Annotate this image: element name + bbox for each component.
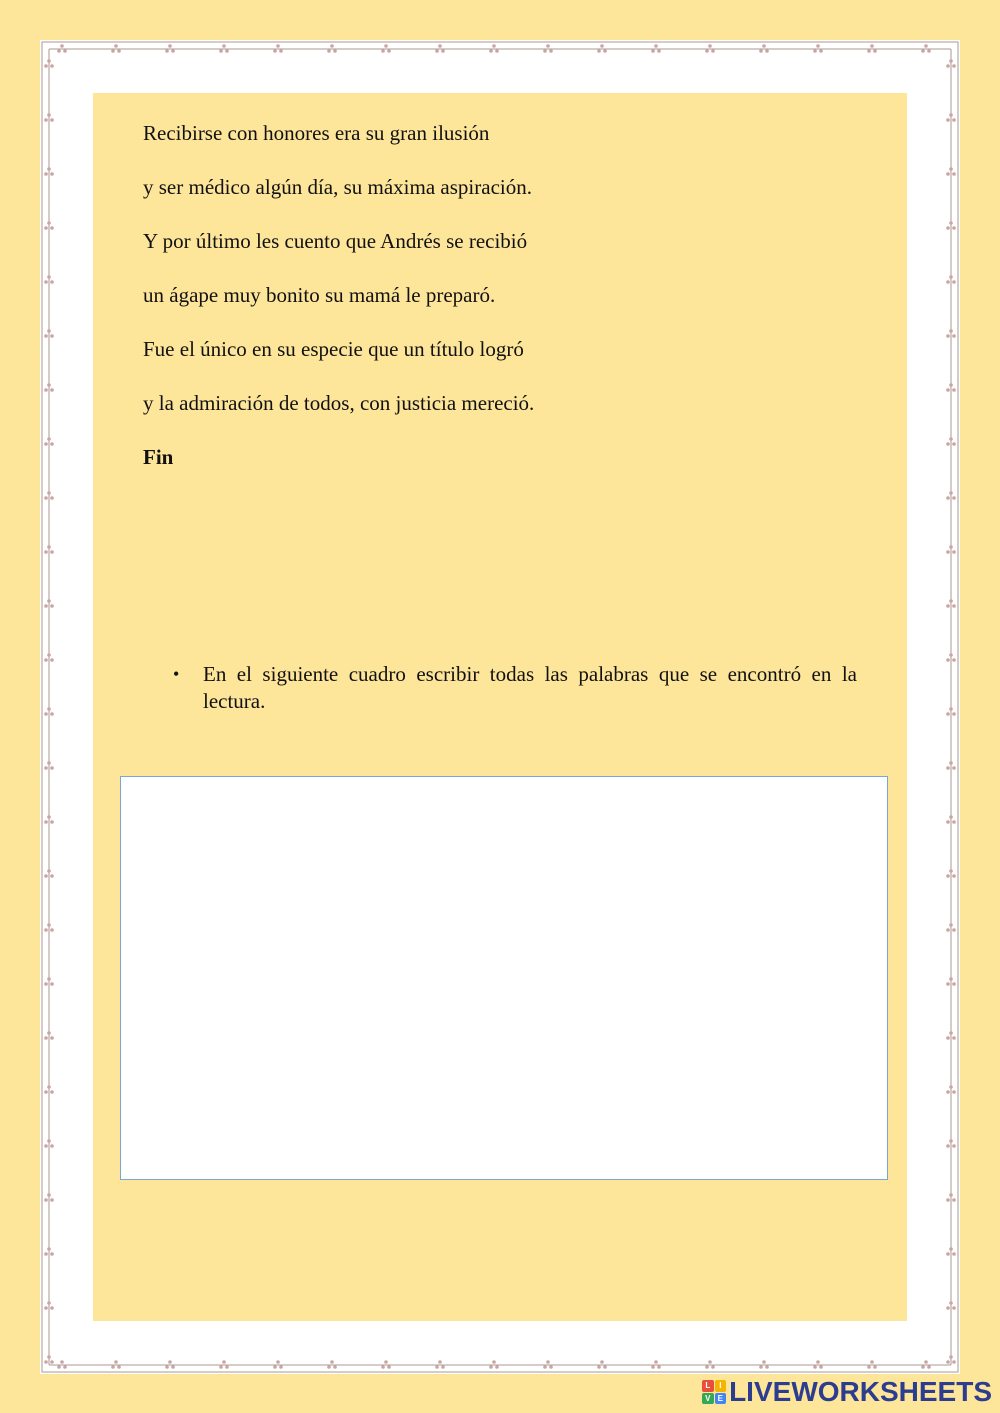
poem-line: y ser médico algún día, su máxima aspiración. — [143, 175, 532, 199]
answer-text-box[interactable] — [120, 776, 888, 1180]
liveworksheets-logo-icon: L I V E — [702, 1380, 726, 1404]
poem-end: Fin — [143, 445, 174, 469]
poem — [143, 119, 843, 471]
poem-line: y la admiración de todos, con justicia mereció. — [143, 391, 535, 415]
poem-line: Fue el único en su especie que un título logró — [143, 337, 524, 361]
page-frame — [40, 40, 960, 1374]
bullet-icon: • — [173, 664, 180, 684]
instruction-text: En el siguiente cuadro escribir todas las palabras que se encontró en la lectura. — [203, 662, 857, 713]
brand-name: LIVEWORKSHEETS — [729, 1376, 992, 1407]
activity-instruction — [173, 661, 857, 715]
poem-line: Recibirse con honores era su gran ilusión — [143, 121, 490, 145]
liveworksheets-brand — [702, 1377, 992, 1407]
content-area — [93, 93, 907, 1321]
poem-line: un ágape muy bonito su mamá le preparó. — [143, 283, 496, 307]
poem-line: Y por último les cuento que Andrés se recibió — [143, 229, 528, 253]
